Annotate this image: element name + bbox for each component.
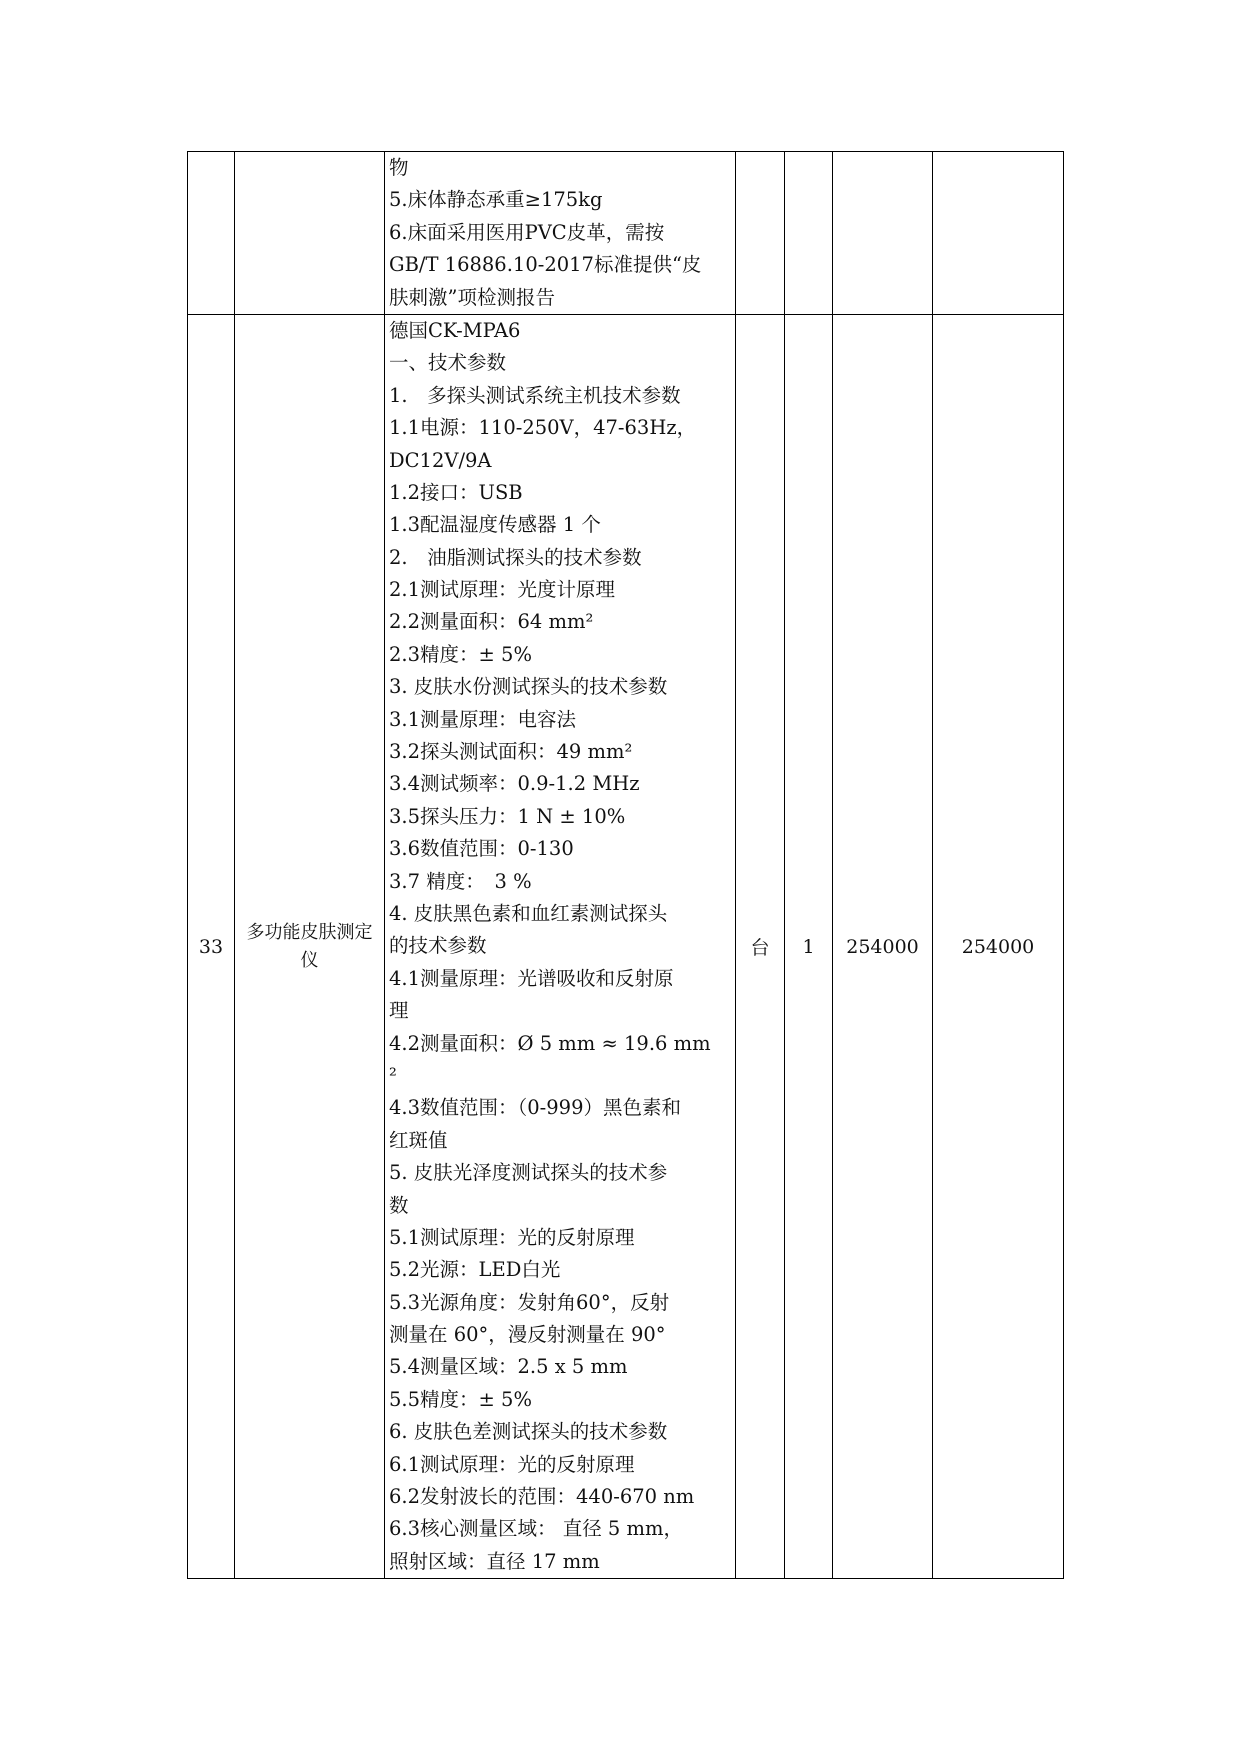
spec-line: 3.5探头压力：1 N ± 10% xyxy=(389,804,626,828)
spec-line: 2.1测试原理：光度计原理 xyxy=(389,578,616,602)
item-name-cell xyxy=(235,152,385,315)
spec-line: DC12V/9A xyxy=(389,448,492,472)
spec-line: 3.7 精度： 3 % xyxy=(389,869,532,893)
spec-line: 6.1测试原理：光的反射原理 xyxy=(389,1452,635,1476)
spec-line: 4. 皮肤黑色素和血红素测试探头 xyxy=(389,901,668,925)
spec-line: 3.6数值范围：0-130 xyxy=(389,837,574,861)
spec-line: GB/T 16886.10-2017标准提供“皮 xyxy=(389,253,702,277)
item-name-cell: 多功能皮肤测定仪 xyxy=(235,314,385,1578)
spec-line: 数 xyxy=(389,1193,409,1217)
spec-line: 红斑值 xyxy=(389,1128,448,1152)
index-cell xyxy=(188,152,235,315)
spec-line: 4.1测量原理：光谱吸收和反射原 xyxy=(389,966,674,990)
spec-line: 的技术参数 xyxy=(389,934,487,958)
spec-line: 德国CK-MPA6 xyxy=(389,318,521,342)
spec-line: 1.2接口：USB xyxy=(389,480,523,504)
spec-line: 6. 皮肤色差测试探头的技术参数 xyxy=(389,1420,668,1444)
equipment-spec-table xyxy=(187,151,1064,1579)
unit-cell: 台 xyxy=(736,314,785,1578)
spec-line: 2.2测量面积：64 mm² xyxy=(389,610,594,634)
unit-cell xyxy=(736,152,785,315)
spec-line: 2.3精度：± 5% xyxy=(389,642,532,666)
spec-line: 5.5精度：± 5% xyxy=(389,1387,532,1411)
spec-line: 照射区域：直径 17 mm xyxy=(389,1549,600,1573)
spec-line: 1.1电源：110-250V，47-63Hz， xyxy=(389,416,697,440)
spec-line: 6.3核心测量区域： 直径 5 mm， xyxy=(389,1517,683,1541)
spec-line: 3. 皮肤水份测试探头的技术参数 xyxy=(389,675,668,699)
spec-line: 1. 多探头测试系统主机技术参数 xyxy=(389,383,681,407)
spec-line: 4.2测量面积：Ø 5 mm ≈ 19.6 mm xyxy=(389,1031,711,1055)
spec-line: 5.床体静态承重≥175kg xyxy=(389,188,603,212)
spec-line: 肤刺激”项检测报告 xyxy=(389,285,555,309)
index-cell: 33 xyxy=(188,314,235,1578)
spec-line: 1.3配温湿度传感器 1 个 xyxy=(389,513,601,537)
unit-price-cell xyxy=(833,152,933,315)
spec-line: 5.2光源：LED白光 xyxy=(389,1258,561,1282)
table-row xyxy=(188,314,1064,1578)
spec-line: 3.4测试频率：0.9-1.2 MHz xyxy=(389,772,640,796)
spec-line: 2. 油脂测试探头的技术参数 xyxy=(389,545,642,569)
unit-price-cell: 254000 xyxy=(833,314,933,1578)
spec-line: 5.3光源角度：发射角60°，反射 xyxy=(389,1290,670,1314)
total-price-cell: 254000 xyxy=(933,314,1064,1578)
spec-line: 5. 皮肤光泽度测试探头的技术参 xyxy=(389,1161,668,1185)
spec-line: 4.3数值范围：（0-999）黑色素和 xyxy=(389,1096,681,1120)
quantity-cell xyxy=(785,152,833,315)
spec-line: 6.床面采用医用PVC皮革，需按 xyxy=(389,220,665,244)
spec-line: 测量在 60°，漫反射测量在 90° xyxy=(389,1323,666,1347)
spec-line: 6.2发射波长的范围：440-670 nm xyxy=(389,1485,695,1509)
total-price-cell xyxy=(933,152,1064,315)
spec-cell xyxy=(385,314,736,1578)
spec-line: 5.1测试原理：光的反射原理 xyxy=(389,1225,635,1249)
quantity-cell: 1 xyxy=(785,314,833,1578)
spec-line: 一、技术参数 xyxy=(389,351,507,375)
spec-line: 5.4测量区域：2.5 x 5 mm xyxy=(389,1355,628,1379)
table-row xyxy=(188,152,1064,315)
spec-line: ² xyxy=(389,1063,397,1087)
spec-line: 3.1测量原理：电容法 xyxy=(389,707,577,731)
spec-line: 理 xyxy=(389,999,409,1023)
spec-line: 3.2探头测试面积：49 mm² xyxy=(389,740,633,764)
spec-line: 物 xyxy=(389,156,409,179)
spec-cell xyxy=(385,152,736,315)
